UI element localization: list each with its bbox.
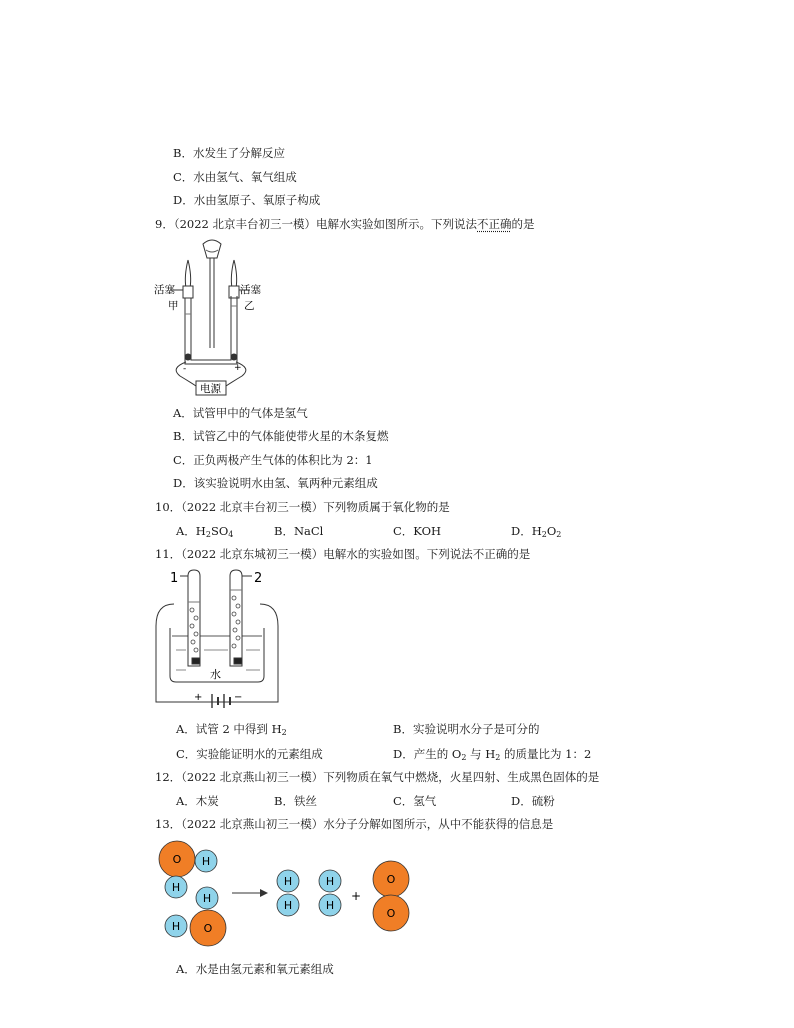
hydrogen-atom <box>165 915 187 937</box>
q9-label-minus: - <box>183 364 187 374</box>
q11-option-d-sub2: 2 <box>495 753 501 762</box>
oxygen-atom <box>190 910 226 946</box>
q9-electrolysis-figure <box>150 236 270 398</box>
hydrogen-atom <box>165 876 187 898</box>
q11-option-b: B．实验说明水分子是可分的 <box>393 722 540 736</box>
hydrogen-atom <box>196 887 218 909</box>
q12-option-a: A．木炭 <box>176 794 219 808</box>
q9-option-b: B．试管乙中的气体能使带火星的木条复燃 <box>173 429 389 443</box>
oxygen-atom <box>373 861 409 897</box>
q11-electrolysis-figure <box>150 566 282 708</box>
q12-option-d: D．硫粉 <box>511 794 555 808</box>
q9-stem <box>155 217 535 231</box>
svg-text:O: O <box>386 907 396 920</box>
q9-label-valve-left: 活塞 <box>154 284 175 296</box>
oxygen-atom <box>159 841 195 877</box>
q10-option-a-sub2: 4 <box>228 530 234 539</box>
q9-label-plus: + <box>234 363 242 373</box>
svg-text:H: H <box>201 855 211 868</box>
q11-option-c: C．实验能证明水的元素组成 <box>176 747 323 761</box>
q11-label-tube2: 2 <box>254 571 263 586</box>
q11-label-plus: + <box>194 692 203 703</box>
hydrogen-atom <box>277 894 299 916</box>
q9-option-a: A．试管甲中的气体是氢气 <box>173 406 308 420</box>
svg-text:H: H <box>171 881 181 894</box>
svg-text:O: O <box>203 922 213 935</box>
svg-text:O: O <box>172 853 182 866</box>
q11-option-d-post: 的质量比为 1：2 <box>500 747 592 761</box>
oxygen-atom <box>373 895 409 931</box>
q11-option-d-mid: 与 H <box>466 747 496 761</box>
q11-option-a <box>176 722 287 736</box>
q10-option-d-prefix: D．H <box>511 524 542 538</box>
q10-option-a-prefix: A．H <box>176 524 206 538</box>
q10-option-d <box>511 524 561 538</box>
q9-label-tube-right: 乙 <box>244 300 255 312</box>
q13-plus: + <box>350 889 362 903</box>
q10-stem: 10．（2022 北京丰台初三一模）下列物质属于氧化物的是 <box>155 500 450 514</box>
q12-option-c: C．氢气 <box>393 794 437 808</box>
q9-stem-emph: 不正确 <box>477 217 512 231</box>
q13-molecule-figure <box>156 838 416 950</box>
q9-label-tube-left: 甲 <box>168 300 179 312</box>
q10-option-a <box>176 524 233 538</box>
q12-stem: 12．（2022 北京燕山初三一模）下列物质在氧气中燃烧，火星四射、生成黑色固体的是 <box>155 770 600 784</box>
q10-option-c: C．KOH <box>393 524 442 538</box>
q8-option-d: D．水由氢原子、氧原子构成 <box>173 193 321 207</box>
hydrogen-atom <box>195 850 217 872</box>
svg-text:H: H <box>283 899 293 912</box>
q11-label-minus: − <box>234 692 243 703</box>
arrow-icon <box>232 889 268 897</box>
q10-option-b: B．NaCl <box>274 524 324 538</box>
q9-stem-post: 的是 <box>511 217 535 231</box>
svg-text:H: H <box>325 899 335 912</box>
q8-option-b: B．水发生了分解反应 <box>173 146 285 160</box>
hydrogen-atom <box>277 870 299 892</box>
q8-option-c: C．水由氢气、氧气组成 <box>173 170 297 184</box>
q9-option-d: D．该实验说明水由氢、氧两种元素组成 <box>173 476 378 490</box>
q9-label-power: 电源 <box>200 383 221 395</box>
q11-option-d-pre: D．产生的 O <box>393 747 462 761</box>
q11-option-a-sub: 2 <box>281 728 287 737</box>
q10-option-d-sub1: 2 <box>541 530 547 539</box>
q10-option-d-sub2: 2 <box>556 530 562 539</box>
q9-label-valve-right: 活塞 <box>240 284 261 296</box>
svg-text:H: H <box>325 875 335 888</box>
q11-option-d <box>393 747 591 761</box>
svg-text:H: H <box>171 920 181 933</box>
q10-option-a-mid: SO <box>210 524 229 538</box>
q9-option-c: C．正负两极产生气体的体积比为 2：1 <box>173 453 373 467</box>
q11-label-water: 水 <box>210 668 221 681</box>
q11-label-tube1: 1 <box>170 571 179 586</box>
svg-text:H: H <box>283 875 293 888</box>
q9-stem-pre: 9．（2022 北京丰台初三一模）电解水实验如图所示。下列说法 <box>155 217 477 231</box>
svg-text:H: H <box>202 892 212 905</box>
hydrogen-atom <box>319 870 341 892</box>
q10-option-d-mid: O <box>546 524 557 538</box>
q10-option-a-sub1: 2 <box>205 530 211 539</box>
q12-option-b: B．铁丝 <box>274 794 317 808</box>
q11-option-d-sub1: 2 <box>461 753 467 762</box>
q13-option-a: A．水是由氢元素和氧元素组成 <box>176 962 334 976</box>
q11-stem: 11．（2022 北京东城初三一模）电解水的实验如图。下列说法不正确的是 <box>155 547 531 561</box>
hydrogen-atom <box>319 894 341 916</box>
q11-option-a-text: A．试管 2 中得到 H <box>176 722 282 736</box>
q13-stem: 13．（2022 北京燕山初三一模）水分子分解如图所示，从中不能获得的信息是 <box>155 817 554 831</box>
svg-text:O: O <box>386 873 396 886</box>
